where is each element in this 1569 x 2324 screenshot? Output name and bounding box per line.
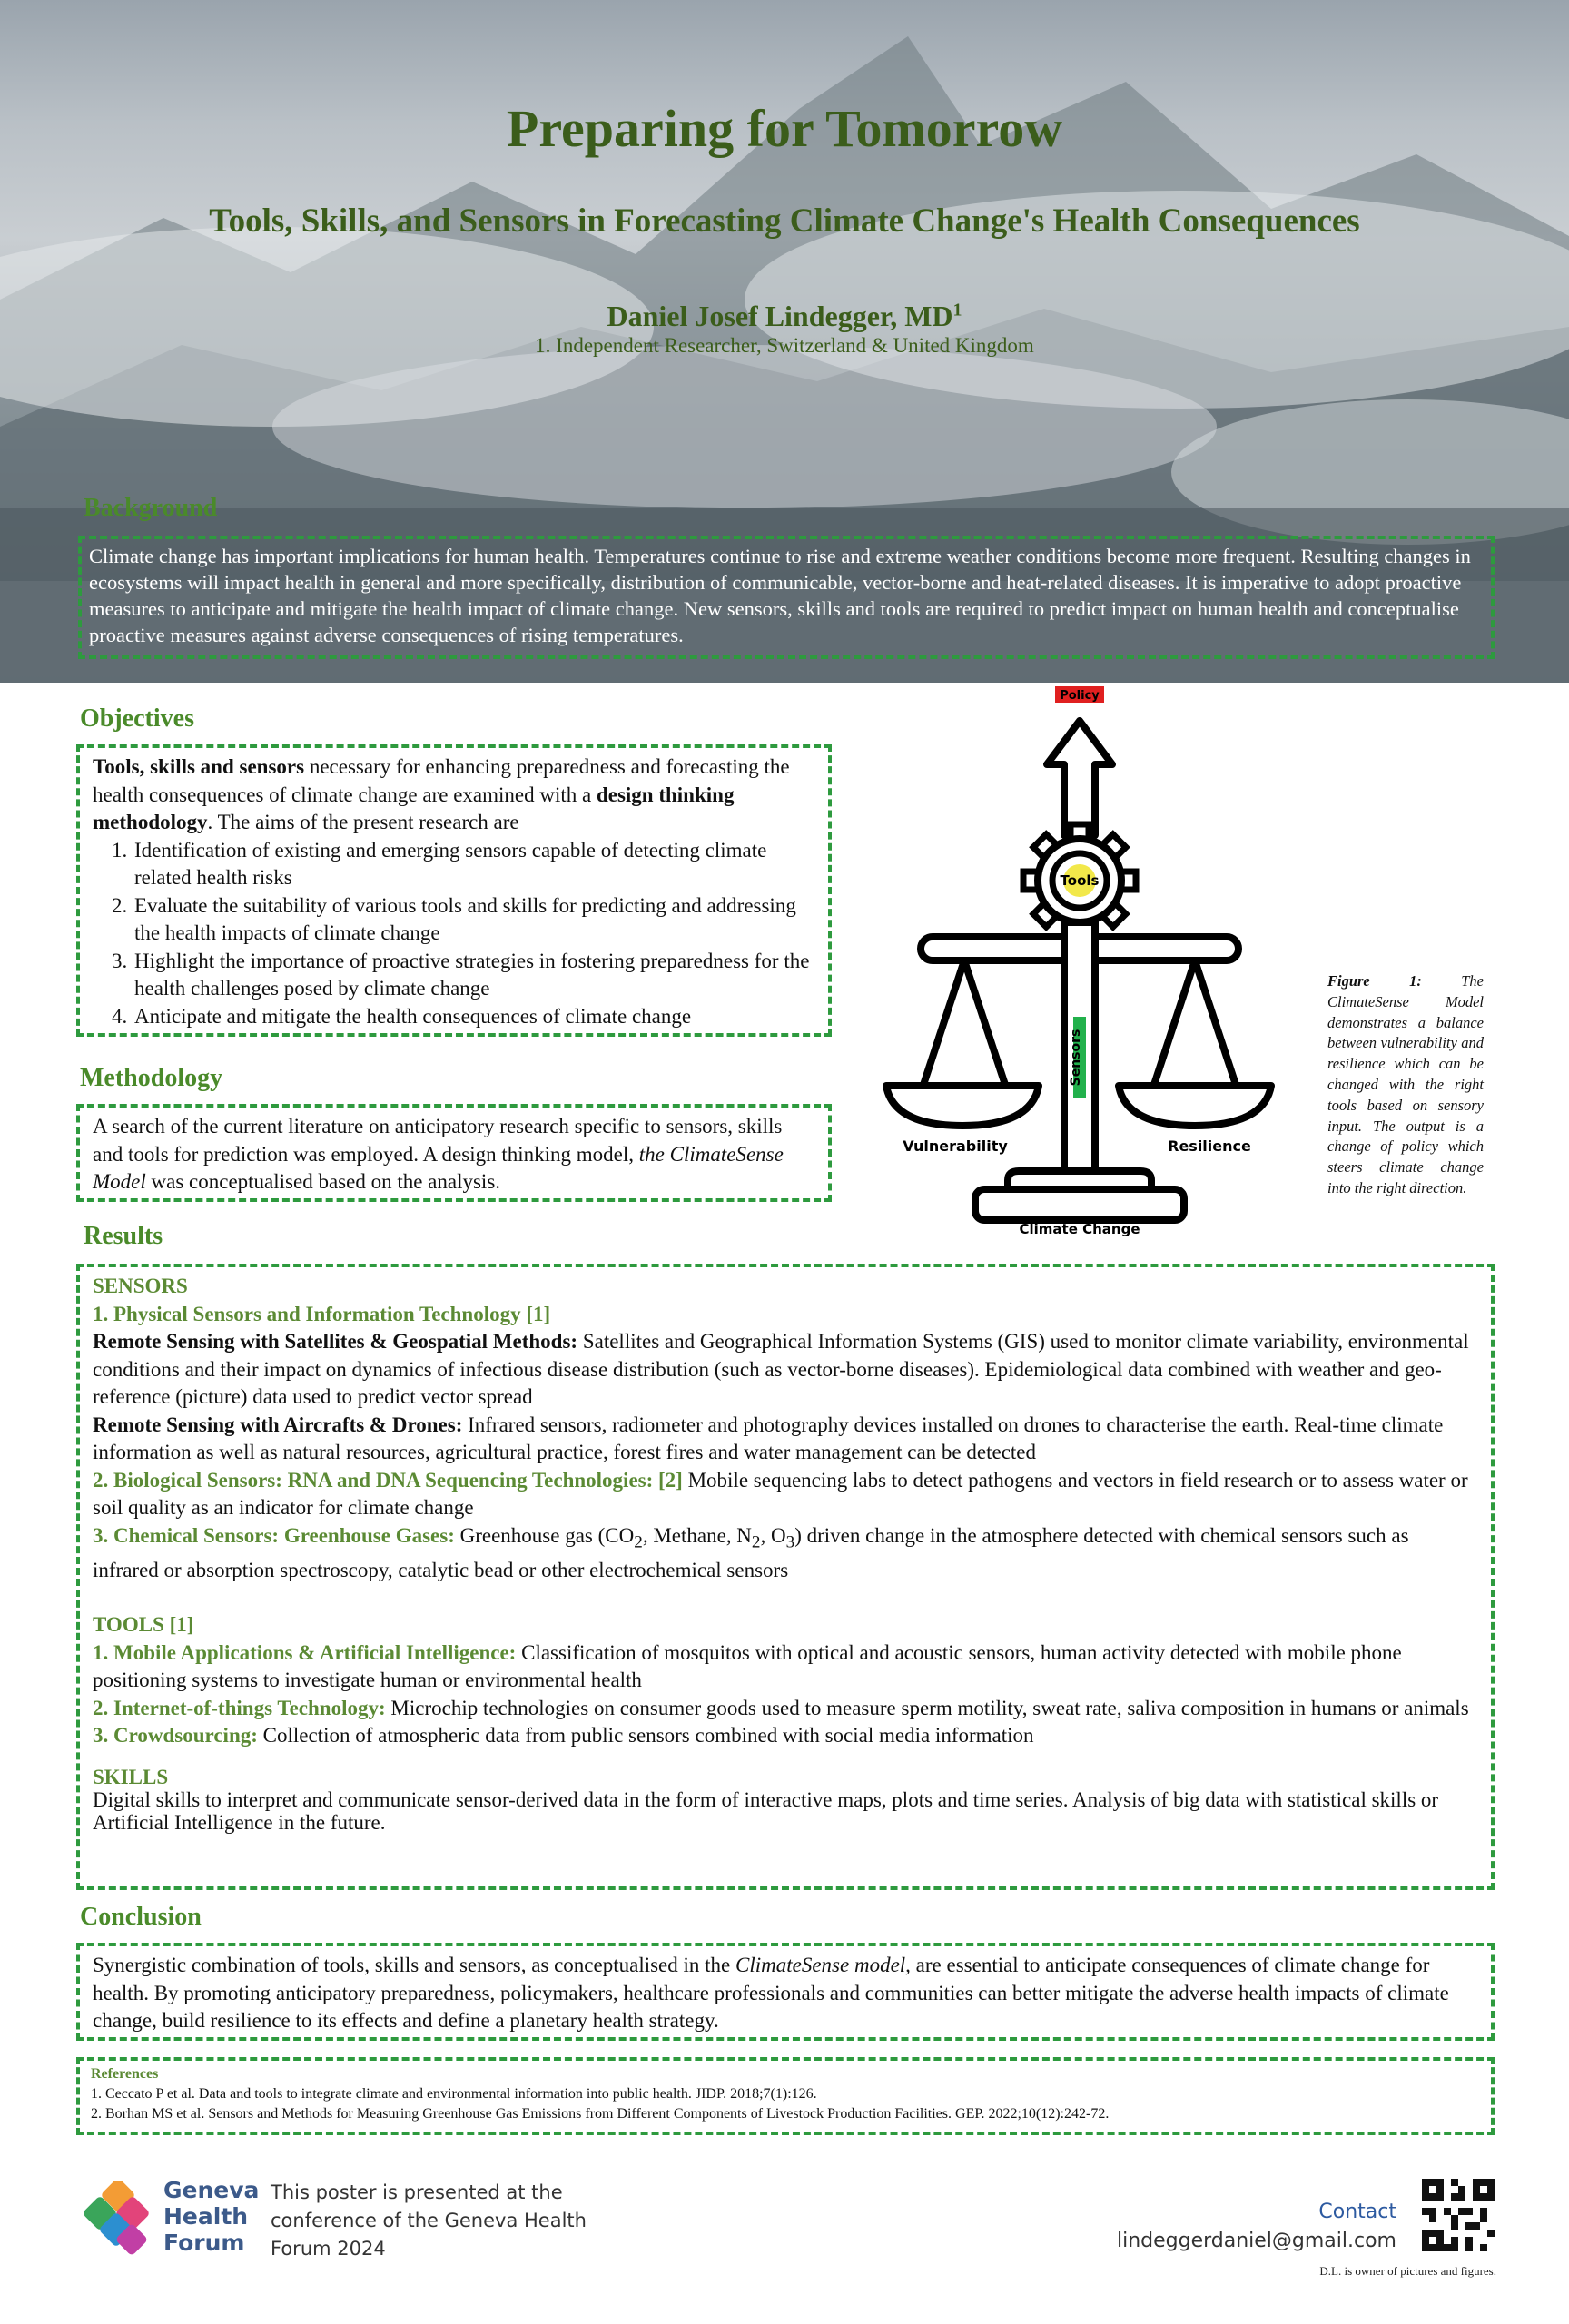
methodology-text xyxy=(80,1108,828,1196)
resilience-label: Resilience xyxy=(1168,1137,1251,1155)
results-heading: Results xyxy=(84,1222,163,1250)
references-heading: References xyxy=(91,2066,159,2082)
tool-iot xyxy=(93,1695,1480,1723)
chemical-sensors-title: 3. Chemical Sensors: Greenhouse Gases: xyxy=(93,1523,455,1547)
tool-iot-text: Microchip technologies on consumer goods used to measure sperm motility, sweat rate, saliva composition in humans or animals xyxy=(385,1696,1469,1719)
figure-caption-text: The ClimateSense Model demonstrates a balance between vulnerability and resilience which can be changed with the right tools based on sensory input. The output is a change of policy which steers climate change into the right direction. xyxy=(1327,972,1484,1196)
tools-title: TOOLS [1] xyxy=(93,1613,194,1637)
sensors-label: Sensors xyxy=(1069,1029,1083,1087)
conclusion-italic: ClimateSense model, xyxy=(735,1954,911,1976)
tool-crowdsourcing-text: Collection of atmospheric data from public sensors combined with social media information xyxy=(257,1724,1034,1748)
figure-caption xyxy=(1327,971,1484,1199)
results-content xyxy=(80,1267,1491,1834)
vulnerability-label: Vulnerability xyxy=(903,1137,1008,1155)
skills-title: SKILLS xyxy=(93,1765,169,1788)
background-text: Climate change has important implications for human health. Temperatures continue to rise and extreme weather conditions become more frequent. Resulting changes in ecosystems will impact health in general and more specifically, distribution of communicable, vector-borne and heat-related diseases. It is imperative to adopt proactive measures to anticipate and mitigate the health impact of climate change. New sensors, skills and tools are required to predict impact on human health and conceptualise proactive measures against adverse consequences of rising temperatures. xyxy=(89,545,1471,646)
objectives-heading: Objectives xyxy=(80,704,194,733)
contact-email[interactable]: lindeggerdaniel@gmail.com xyxy=(1116,2230,1396,2252)
contact-label: Contact xyxy=(1318,2201,1396,2223)
climatesense-figure xyxy=(872,681,1298,1244)
logo-line3: Forum xyxy=(163,2230,245,2256)
chemical-sub1: 2 xyxy=(634,1532,643,1552)
chemical-text-a: Greenhouse gas (CO xyxy=(454,1523,635,1547)
ownership-note: D.L. is owner of pictures and figures. xyxy=(1319,2264,1496,2278)
sensors-title: SENSORS xyxy=(93,1275,188,1297)
ghf-logo-icon xyxy=(78,2181,154,2257)
background-box xyxy=(78,536,1495,659)
affiliation: 1. Independent Researcher, Switzerland & United Kingdom xyxy=(535,334,1034,357)
objective-item: 3. Highlight the importance of proactive strategies in fostering preparedness for the health challenges posed by climate change xyxy=(133,948,817,1003)
chemical-text-d: ) driven change in the atmosphere detected with chemical sensors such as infrared or absorption spectroscopy, catalytic bead or other electrochemical sensors xyxy=(93,1523,1409,1581)
chemical-sensors xyxy=(93,1522,1480,1585)
methodology-heading: Methodology xyxy=(80,1064,223,1092)
remote-sensing-satellites-text: Satellites and Geographical Information Systems (GIS) used to monitor climate variability, environmental conditions and their impact on dynamics of infectious disease distribution (such as vector-borne diseases). Epidemiological data combined with weather and geo-reference (picture) data used to predict vector spread xyxy=(93,1330,1469,1408)
objectives-intro-text1: necessary for enhancing preparedness and forecasting the health consequences of climate change are examined with a xyxy=(93,755,790,806)
chemical-text-c: , O xyxy=(760,1523,786,1547)
conclusion-text1: Synergistic combination of tools, skills and sensors, as conceptualised in the xyxy=(93,1954,736,1976)
methodology-text1: A search of the current literature on anticipatory research specific to sensors, skills and tools for prediction was employed. A design thinking model, xyxy=(93,1115,783,1166)
tools-label: Tools xyxy=(1060,872,1100,889)
skills-text: Digital skills to interpret and communicate sensor-derived data in the form of interactive maps, plots and time series. Analysis of big data with statistical skills or Artificial Intelligence in the future. xyxy=(93,1787,1439,1834)
tool-crowdsourcing-title: 3. Crowdsourcing: xyxy=(93,1724,258,1748)
ghf-logo-text xyxy=(163,2177,259,2256)
objectives-content xyxy=(80,748,828,1030)
methodology-italic: the ClimateSense Model xyxy=(93,1142,784,1193)
objective-item: 2. Evaluate the suitability of various tools and skills for predicting and addressing the health impacts of climate change xyxy=(133,892,817,948)
remote-sensing-drones-bold: Remote Sensing with Aircrafts & Drones: xyxy=(93,1413,463,1436)
objectives-list xyxy=(93,837,817,1031)
methodology-text2: was conceptualised based on the analysis. xyxy=(145,1170,501,1193)
presented-text: This poster is presented at the conference of the Geneva Health Forum 2024 xyxy=(271,2181,587,2260)
objective-item: 4. Anticipate and mitigate the health consequences of climate change xyxy=(133,1003,817,1031)
chemical-text-b: , Methane, N xyxy=(642,1523,752,1547)
results-box xyxy=(76,1264,1495,1890)
biological-sensors xyxy=(93,1467,1480,1522)
left-pan xyxy=(886,960,1039,1126)
conclusion-heading: Conclusion xyxy=(80,1903,202,1931)
logo-line2: Health xyxy=(163,2203,249,2230)
policy-arrow xyxy=(1047,721,1112,835)
author-name: Daniel Josef Lindegger, MD xyxy=(607,300,953,332)
background-heading: Background xyxy=(84,494,218,522)
physical-sensors-title: 1. Physical Sensors and Information Technology [1] xyxy=(93,1302,551,1325)
remote-sensing-drones xyxy=(93,1412,1480,1467)
conclusion-text xyxy=(80,1946,1491,2035)
right-pan xyxy=(1119,960,1271,1126)
logo-line1: Geneva xyxy=(163,2177,260,2203)
author-sup: 1 xyxy=(952,300,962,320)
tool-mobile-ai-text: Classification of mosquitos with optical and acoustic sensors, human activity detected with mobile phone positioning systems to investigate human or environmental health xyxy=(93,1640,1402,1692)
chemical-sub2: 2 xyxy=(751,1532,761,1552)
poster-subtitle: Tools, Skills, and Sensors in Forecasting Climate Change's Health Consequences xyxy=(209,202,1360,240)
objective-item: 1. Identification of existing and emerging sensors capable of detecting climate related health risks xyxy=(133,837,817,892)
remote-sensing-satellites xyxy=(93,1328,1480,1412)
remote-sensing-satellites-bold: Remote Sensing with Satellites & Geospatial Methods: xyxy=(93,1330,578,1353)
scale-base xyxy=(975,1189,1184,1220)
poster-title: Preparing for Tomorrow xyxy=(506,99,1063,158)
objectives-intro-bold1: Tools, skills and sensors xyxy=(93,755,305,778)
tool-mobile-ai xyxy=(93,1640,1480,1695)
tool-crowdsourcing xyxy=(93,1722,1480,1750)
objectives-box xyxy=(76,744,832,1037)
remote-sensing-drones-text: Infrared sensors, radiometer and photography devices installed on drones to characterise the earth. Real-time climate information as well as natural resources, agricultural practice, forest fires and water management can be detected xyxy=(93,1413,1444,1463)
objectives-intro-text2: . The aims of the present research are xyxy=(207,811,519,833)
references-content xyxy=(80,2061,1491,2124)
conclusion-text2: are essential to anticipate consequences of climate change for health. By promoting anticipatory preparedness, policymakers, healthcare professionals and communities can better mitigate the adverse health impacts of climate change, build resilience to its effects and define a planetary health strategy. xyxy=(93,1954,1449,2032)
reference-item: 1. Ceccato P et al. Data and tools to integrate climate and environmental information into public health. JIDP. 2018;7(1):126. xyxy=(91,2086,817,2102)
climate-change-label: Climate Change xyxy=(1019,1221,1140,1237)
figure-caption-label: Figure 1: xyxy=(1327,972,1422,990)
tool-iot-title: 2. Internet-of-things Technology: xyxy=(93,1696,386,1719)
biological-sensors-title: 2. Biological Sensors: RNA and DNA Sequencing Technologies: [2] xyxy=(93,1468,683,1492)
biological-sensors-text: Mobile sequencing labs to detect pathogens and vectors in field research or to assess water or soil quality as an indicator for climate change xyxy=(93,1468,1468,1519)
objectives-intro-bold2: design thinking methodology xyxy=(93,783,735,833)
objectives-intro xyxy=(93,753,817,837)
references-box xyxy=(76,2057,1495,2135)
qr-code-icon[interactable] xyxy=(1422,2179,1495,2251)
tool-mobile-ai-title: 1. Mobile Applications & Artificial Intelligence: xyxy=(93,1640,517,1664)
reference-item: 2. Borhan MS et al. Sensors and Methods for Measuring Greenhouse Gas Emissions from Different Components of Livestock Production Facilities. GEP. 2022;10(12):242-72. xyxy=(91,2106,1110,2122)
chemical-sub3: 3 xyxy=(785,1532,795,1552)
policy-label: Policy xyxy=(1060,689,1100,703)
author xyxy=(0,300,1569,333)
conclusion-box xyxy=(76,1943,1495,2041)
methodology-box xyxy=(76,1104,832,1202)
